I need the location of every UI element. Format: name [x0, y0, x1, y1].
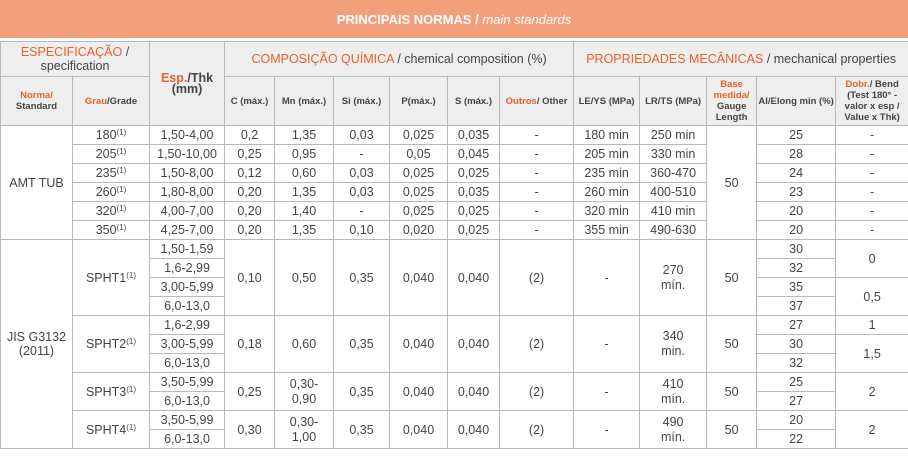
ts-cell: 410 min: [640, 202, 707, 221]
elong-cell: 27: [757, 392, 836, 411]
gauge-cell-amt: 50: [707, 126, 757, 240]
header-standard: Norma/ Standard: [1, 77, 73, 126]
thickness-cell: 3,50-5,99: [150, 373, 225, 392]
p-cell: 0,025: [390, 202, 448, 221]
p-cell: 0,040: [390, 240, 448, 316]
bend-cell: 2: [836, 373, 908, 411]
elong-cell: 30: [757, 240, 836, 259]
ys-cell: 355 min: [574, 221, 640, 240]
thickness-cell: 3,00-5,99: [150, 335, 225, 354]
ts-cell: 360-470: [640, 164, 707, 183]
table-row: [1, 316, 908, 335]
thickness-cell: 1,50-10,00: [150, 145, 225, 164]
ts-cell: 270 mín.: [640, 240, 707, 316]
standard-amt-tub: AMT TUB: [1, 126, 73, 240]
mn-cell: 0,60: [275, 164, 334, 183]
thickness-cell: 3,50-5,99: [150, 411, 225, 430]
header-row-2: [1, 77, 908, 126]
table-row: [1, 221, 908, 240]
header-bend: Dobr./ Bend (Test 180° - valor x esp / Value x Thk): [836, 77, 908, 126]
grade-cell-spht2: SPHT2$^{(1)}$: [73, 316, 150, 373]
thickness-cell: 6,0-13,0: [150, 392, 225, 411]
other-cell: -: [500, 221, 574, 240]
elong-cell: 32: [757, 354, 836, 373]
si-cell: 0,35: [334, 373, 390, 411]
header-elongation: Al/Elong min (%): [757, 77, 836, 126]
mn-cell: 0,30- 0,90: [275, 373, 334, 411]
header-yield-strength: LE/YS (MPa): [574, 77, 640, 126]
ys-cell: -: [574, 373, 640, 411]
header-gauge-length: Base medida/ Gauge Length: [707, 77, 757, 126]
grade-cell: 320$^{(1)}$: [73, 202, 150, 221]
other-cell: (2): [500, 316, 574, 373]
p-cell: 0,025: [390, 183, 448, 202]
header-row-1: [1, 42, 908, 77]
grade-cell-spht3: SPHT3$^{(1)}$: [73, 373, 150, 411]
standards-table: [0, 41, 908, 449]
thickness-cell: 4,25-7,00: [150, 221, 225, 240]
elong-cell: 23: [757, 183, 836, 202]
p-cell: 0,040: [390, 411, 448, 449]
table-row: [1, 164, 908, 183]
si-cell: 0,10: [334, 221, 390, 240]
bend-cell: -: [836, 183, 908, 202]
p-cell: 0,025: [390, 126, 448, 145]
gauge-cell: 50: [707, 411, 757, 449]
c-cell: 0,18: [225, 316, 275, 373]
table-row: [1, 183, 908, 202]
elong-cell: 32: [757, 259, 836, 278]
bend-cell: 0: [836, 240, 908, 278]
si-cell: 0,35: [334, 240, 390, 316]
table-title-pt: PRINCIPAIS NORMAS /: [336, 11, 479, 27]
table-title-en: main standards: [482, 11, 572, 27]
thickness-cell: 1,80-8,00: [150, 183, 225, 202]
other-cell: -: [500, 126, 574, 145]
mn-cell: 1,35: [275, 183, 334, 202]
p-cell: 0,040: [390, 316, 448, 373]
header-c: C (máx.): [225, 77, 275, 126]
si-cell: 0,35: [334, 411, 390, 449]
si-cell: 0,03: [334, 164, 390, 183]
elong-cell: 30: [757, 335, 836, 354]
bend-cell: 0,5: [836, 278, 908, 316]
header-mn: Mn (máx.): [275, 77, 334, 126]
elong-cell: 25: [757, 126, 836, 145]
grade-cell: 235$^{(1)}$: [73, 164, 150, 183]
s-cell: 0,035: [448, 183, 500, 202]
s-cell: 0,025: [448, 202, 500, 221]
other-cell: -: [500, 183, 574, 202]
elong-cell: 27: [757, 316, 836, 335]
ys-cell: 205 min: [574, 145, 640, 164]
thickness-cell: 1,50-1,59: [150, 240, 225, 259]
s-cell: 0,040: [448, 411, 500, 449]
mn-cell: 0,50: [275, 240, 334, 316]
bend-cell: -: [836, 164, 908, 183]
elong-cell: 25: [757, 373, 836, 392]
mn-cell: 0,60: [275, 316, 334, 373]
si-cell: -: [334, 145, 390, 164]
ts-cell: 410 mín.: [640, 373, 707, 411]
thickness-cell: 3,00-5,99: [150, 278, 225, 297]
other-cell: -: [500, 164, 574, 183]
elong-cell: 28: [757, 145, 836, 164]
ys-cell: 235 min: [574, 164, 640, 183]
c-cell: 0,20: [225, 221, 275, 240]
ys-cell: -: [574, 411, 640, 449]
mn-cell: 1,35: [275, 126, 334, 145]
mn-cell: 1,40: [275, 202, 334, 221]
ys-cell: 320 min: [574, 202, 640, 221]
bend-cell: 1: [836, 316, 908, 335]
mn-cell: 1,35: [275, 221, 334, 240]
s-cell: 0,040: [448, 240, 500, 316]
thickness-cell: 1,6-2,99: [150, 316, 225, 335]
table-row: [1, 373, 908, 392]
si-cell: 0,35: [334, 316, 390, 373]
header-specification: ESPECIFICAÇÃO / specification: [1, 42, 150, 77]
c-cell: 0,25: [225, 373, 275, 411]
header-thickness: Esp./Thk (mm): [150, 42, 225, 126]
other-cell: (2): [500, 373, 574, 411]
bend-cell: -: [836, 221, 908, 240]
table-row: [1, 202, 908, 221]
ts-cell: 400-510: [640, 183, 707, 202]
header-mechanical-properties: PROPRIEDADES MECÂNICAS / mechanical properties: [574, 42, 908, 77]
p-cell: 0,05: [390, 145, 448, 164]
header-grade: Grau/Grade: [73, 77, 150, 126]
ts-cell: 490 mín.: [640, 411, 707, 449]
other-cell: -: [500, 145, 574, 164]
s-cell: 0,040: [448, 373, 500, 411]
elong-cell: 37: [757, 297, 836, 316]
bend-cell: 2: [836, 411, 908, 449]
thickness-cell: 1,50-4,00: [150, 126, 225, 145]
bend-cell: -: [836, 202, 908, 221]
other-cell: (2): [500, 411, 574, 449]
ys-cell: 180 min: [574, 126, 640, 145]
gauge-cell: 50: [707, 373, 757, 411]
s-cell: 0,045: [448, 145, 500, 164]
c-cell: 0,10: [225, 240, 275, 316]
thickness-cell: 1,6-2,99: [150, 259, 225, 278]
elong-cell: 20: [757, 202, 836, 221]
grade-cell: 350$^{(1)}$: [73, 221, 150, 240]
s-cell: 0,040: [448, 316, 500, 373]
c-cell: 0,30: [225, 411, 275, 449]
grade-cell: 180$^{(1)}$: [73, 126, 150, 145]
gauge-cell: 50: [707, 240, 757, 316]
s-cell: 0,025: [448, 221, 500, 240]
ts-cell: 340 min.: [640, 316, 707, 373]
elong-cell: 24: [757, 164, 836, 183]
elong-cell: 22: [757, 430, 836, 449]
table-row: [1, 126, 908, 145]
gauge-cell: 50: [707, 316, 757, 373]
ts-cell: 250 min: [640, 126, 707, 145]
thickness-cell: 1,50-8,00: [150, 164, 225, 183]
c-cell: 0,2: [225, 126, 275, 145]
c-cell: 0,20: [225, 202, 275, 221]
p-cell: 0,040: [390, 373, 448, 411]
other-cell: -: [500, 202, 574, 221]
bend-cell: -: [836, 126, 908, 145]
mn-cell: 0,95: [275, 145, 334, 164]
ys-cell: 260 min: [574, 183, 640, 202]
c-cell: 0,25: [225, 145, 275, 164]
si-cell: 0,03: [334, 183, 390, 202]
s-cell: 0,035: [448, 126, 500, 145]
header-si: Si (máx.): [334, 77, 390, 126]
thickness-cell: 4,00-7,00: [150, 202, 225, 221]
header-other: Outros/ Other: [500, 77, 574, 126]
s-cell: 0,025: [448, 164, 500, 183]
elong-cell: 35: [757, 278, 836, 297]
elong-cell: 20: [757, 411, 836, 430]
other-cell: (2): [500, 240, 574, 316]
elong-cell: 20: [757, 221, 836, 240]
mn-cell: 0,30- 1,00: [275, 411, 334, 449]
header-tensile-strength: LR/TS (MPa): [640, 77, 707, 126]
p-cell: 0,025: [390, 164, 448, 183]
grade-cell: 260$^{(1)}$: [73, 183, 150, 202]
ys-cell: -: [574, 316, 640, 373]
table-row: [1, 411, 908, 430]
ts-cell: 490-630: [640, 221, 707, 240]
header-p: P(máx.): [390, 77, 448, 126]
grade-cell-spht1: SPHT1$^{(1)}$: [73, 240, 150, 316]
bend-cell: 1,5: [836, 335, 908, 373]
thickness-cell: 6,0-13,0: [150, 297, 225, 316]
table-title: [0, 0, 908, 38]
grade-cell-spht4: SPHT4$^{(1)}$: [73, 411, 150, 449]
table-row: [1, 240, 908, 259]
header-chemical-composition: COMPOSIÇÃO QUÍMICA / chemical composition (%): [225, 42, 574, 77]
si-cell: -: [334, 202, 390, 221]
si-cell: 0,03: [334, 126, 390, 145]
header-s: S (máx.): [448, 77, 500, 126]
p-cell: 0,020: [390, 221, 448, 240]
bend-cell: -: [836, 145, 908, 164]
c-cell: 0,20: [225, 183, 275, 202]
thickness-cell: 6,0-13,0: [150, 354, 225, 373]
c-cell: 0,12: [225, 164, 275, 183]
ys-cell: -: [574, 240, 640, 316]
standard-jis-g3132: JIS G3132 (2011): [1, 240, 73, 449]
table-row: [1, 145, 908, 164]
ts-cell: 330 min: [640, 145, 707, 164]
grade-cell: 205$^{(1)}$: [73, 145, 150, 164]
thickness-cell: 6,0-13,0: [150, 430, 225, 449]
